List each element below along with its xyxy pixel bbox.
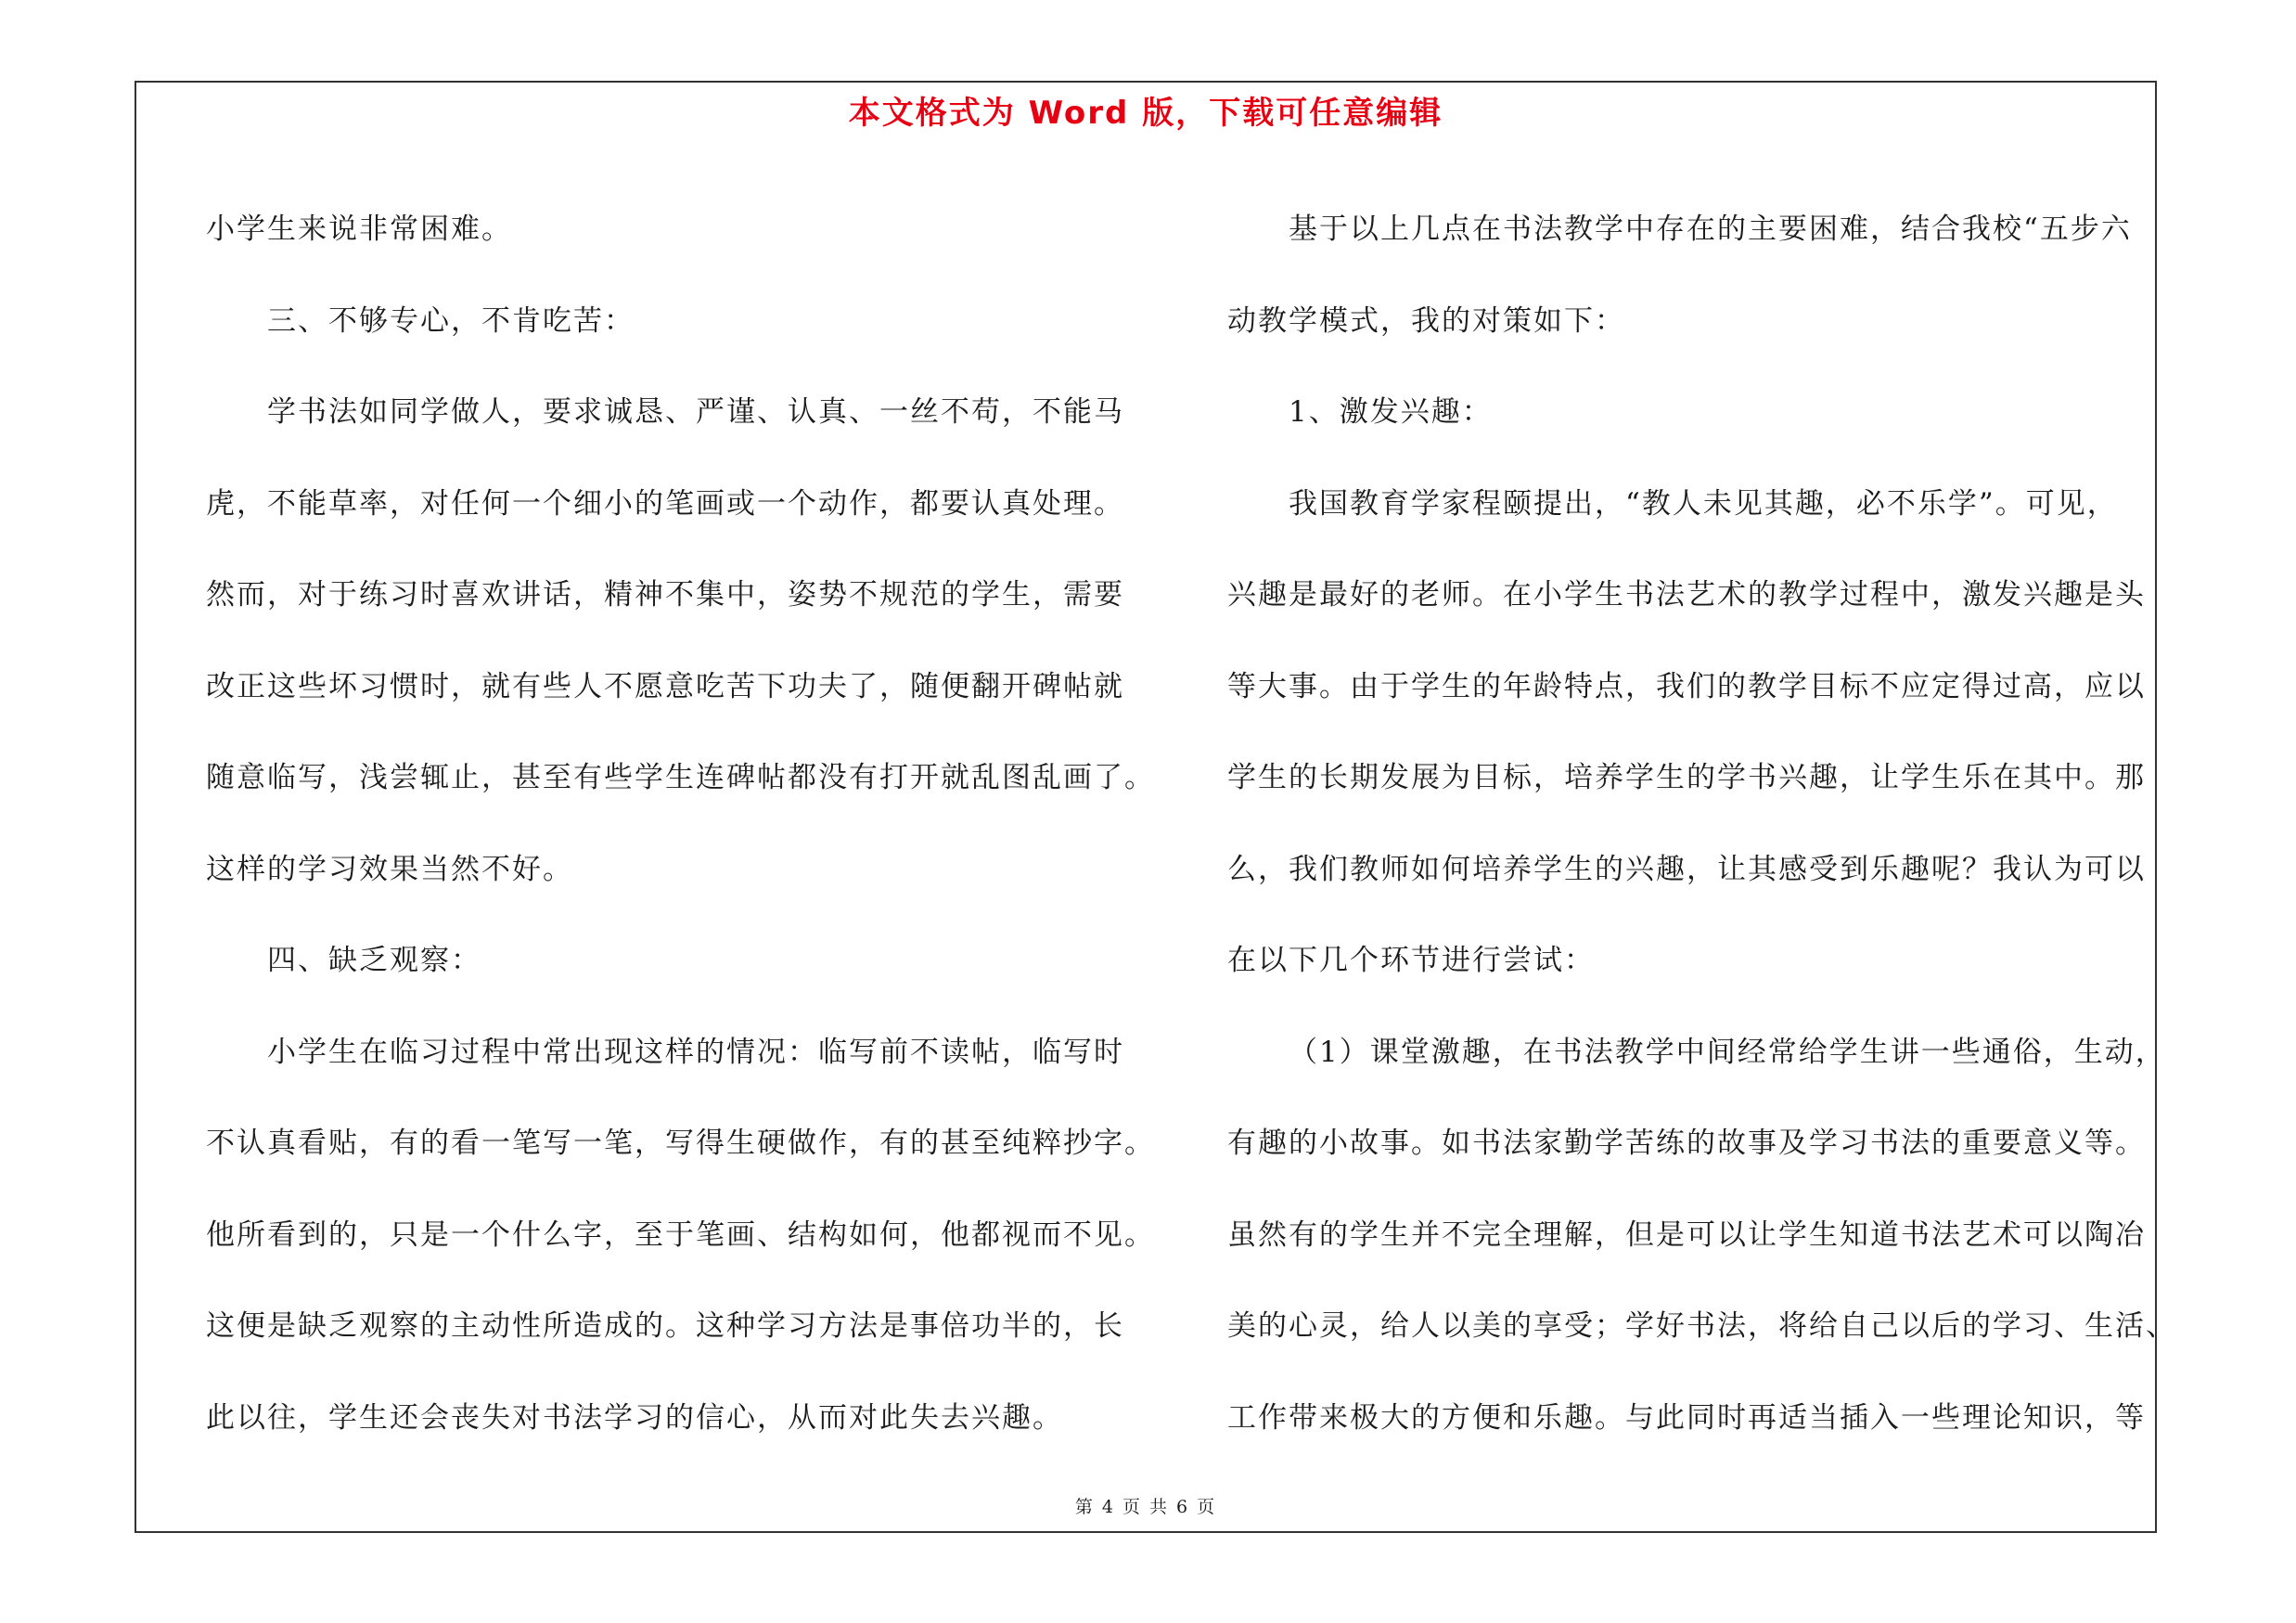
text-line: 么，我们教师如何培养学生的兴趣，让其感受到乐趣呢？我认为可以 — [1227, 852, 2146, 886]
header-banner: 本文格式为 Word 版，下载可任意编辑 — [848, 95, 1443, 132]
text-line: 这便是缺乏观察的主动性所造成的。这种学习方法是事倍功半的，长 — [206, 1309, 1124, 1343]
text-line: 学生的长期发展为目标，培养学生的学书兴趣，让学生乐在其中。那 — [1227, 761, 2146, 794]
text-line: 改正这些坏习惯时，就有些人不愿意吃苦下功夫了，随便翻开碑帖就 — [206, 669, 1124, 703]
right-column — [1227, 184, 2176, 1463]
text-line: 在以下几个环节进行尝试： — [1227, 944, 1595, 977]
text-line: 我国教育学家程颐提出，“教人未见其趣，必不乐学”。可见， — [1289, 486, 2118, 521]
text-line: 工作带来极大的方便和乐趣。与此同时再适当插入一些理论知识，等 — [1227, 1400, 2146, 1435]
text-line: 随意临写，浅尝辄止，甚至有些学生连碑帖都没有打开就乱图乱画了。 — [206, 761, 1155, 794]
text-line: 小学生来说非常困难。 — [206, 213, 512, 246]
left-column — [206, 184, 1155, 1463]
text-line: 有趣的小故事。如书法家勤学苦练的故事及学习书法的重要意义等。 — [1227, 1127, 2146, 1160]
document-page — [135, 81, 2176, 1533]
text-line: 他所看到的，只是一个什么字，至于笔画、结构如何，他都视而不见。 — [206, 1217, 1155, 1252]
text-line: 这样的学习效果当然不好。 — [206, 852, 573, 886]
section-heading: 1、激发兴趣： — [1289, 395, 1493, 429]
text-line: 虽然有的学生并不完全理解，但是可以让学生知道书法艺术可以陶冶 — [1227, 1217, 2146, 1252]
text-line: 虎，不能草率，对任何一个细小的笔画或一个动作，都要认真处理。 — [206, 486, 1124, 521]
section-heading: 三、不够专心，不肯吃苦： — [267, 303, 635, 338]
text-line: 此以往，学生还会丧失对书法学习的信心，从而对此失去兴趣。 — [206, 1400, 1063, 1435]
page-number: 第 4 页 共 6 页 — [1074, 1497, 1217, 1517]
text-line: （1）课堂激趣，在书法教学中间经常给学生讲一些通俗，生动， — [1289, 1035, 2166, 1069]
text-line: 基于以上几点在书法教学中存在的主要困难，结合我校“五步六 — [1289, 213, 2132, 246]
section-heading: 四、缺乏观察： — [267, 944, 481, 977]
text-line: 不认真看贴，有的看一笔写一笔，写得生硬做作，有的甚至纯粹抄字。 — [206, 1127, 1155, 1160]
text-line: 等大事。由于学生的年龄特点，我们的教学目标不应定得过高，应以 — [1227, 669, 2146, 703]
text-line: 然而，对于练习时喜欢讲话，精神不集中，姿势不规范的学生，需要 — [206, 578, 1124, 612]
text-line: 小学生在临习过程中常出现这样的情况：临写前不读帖，临写时 — [267, 1035, 1124, 1069]
text-line: 美的心灵，给人以美的享受；学好书法，将给自己以后的学习、生活、 — [1227, 1309, 2176, 1343]
text-line: 动教学模式，我的对策如下： — [1227, 303, 1625, 338]
text-line: 兴趣是最好的老师。在小学生书法艺术的教学过程中，激发兴趣是头 — [1227, 578, 2146, 612]
text-line: 学书法如同学做人，要求诚恳、严谨、认真、一丝不苟，不能马 — [267, 395, 1124, 429]
